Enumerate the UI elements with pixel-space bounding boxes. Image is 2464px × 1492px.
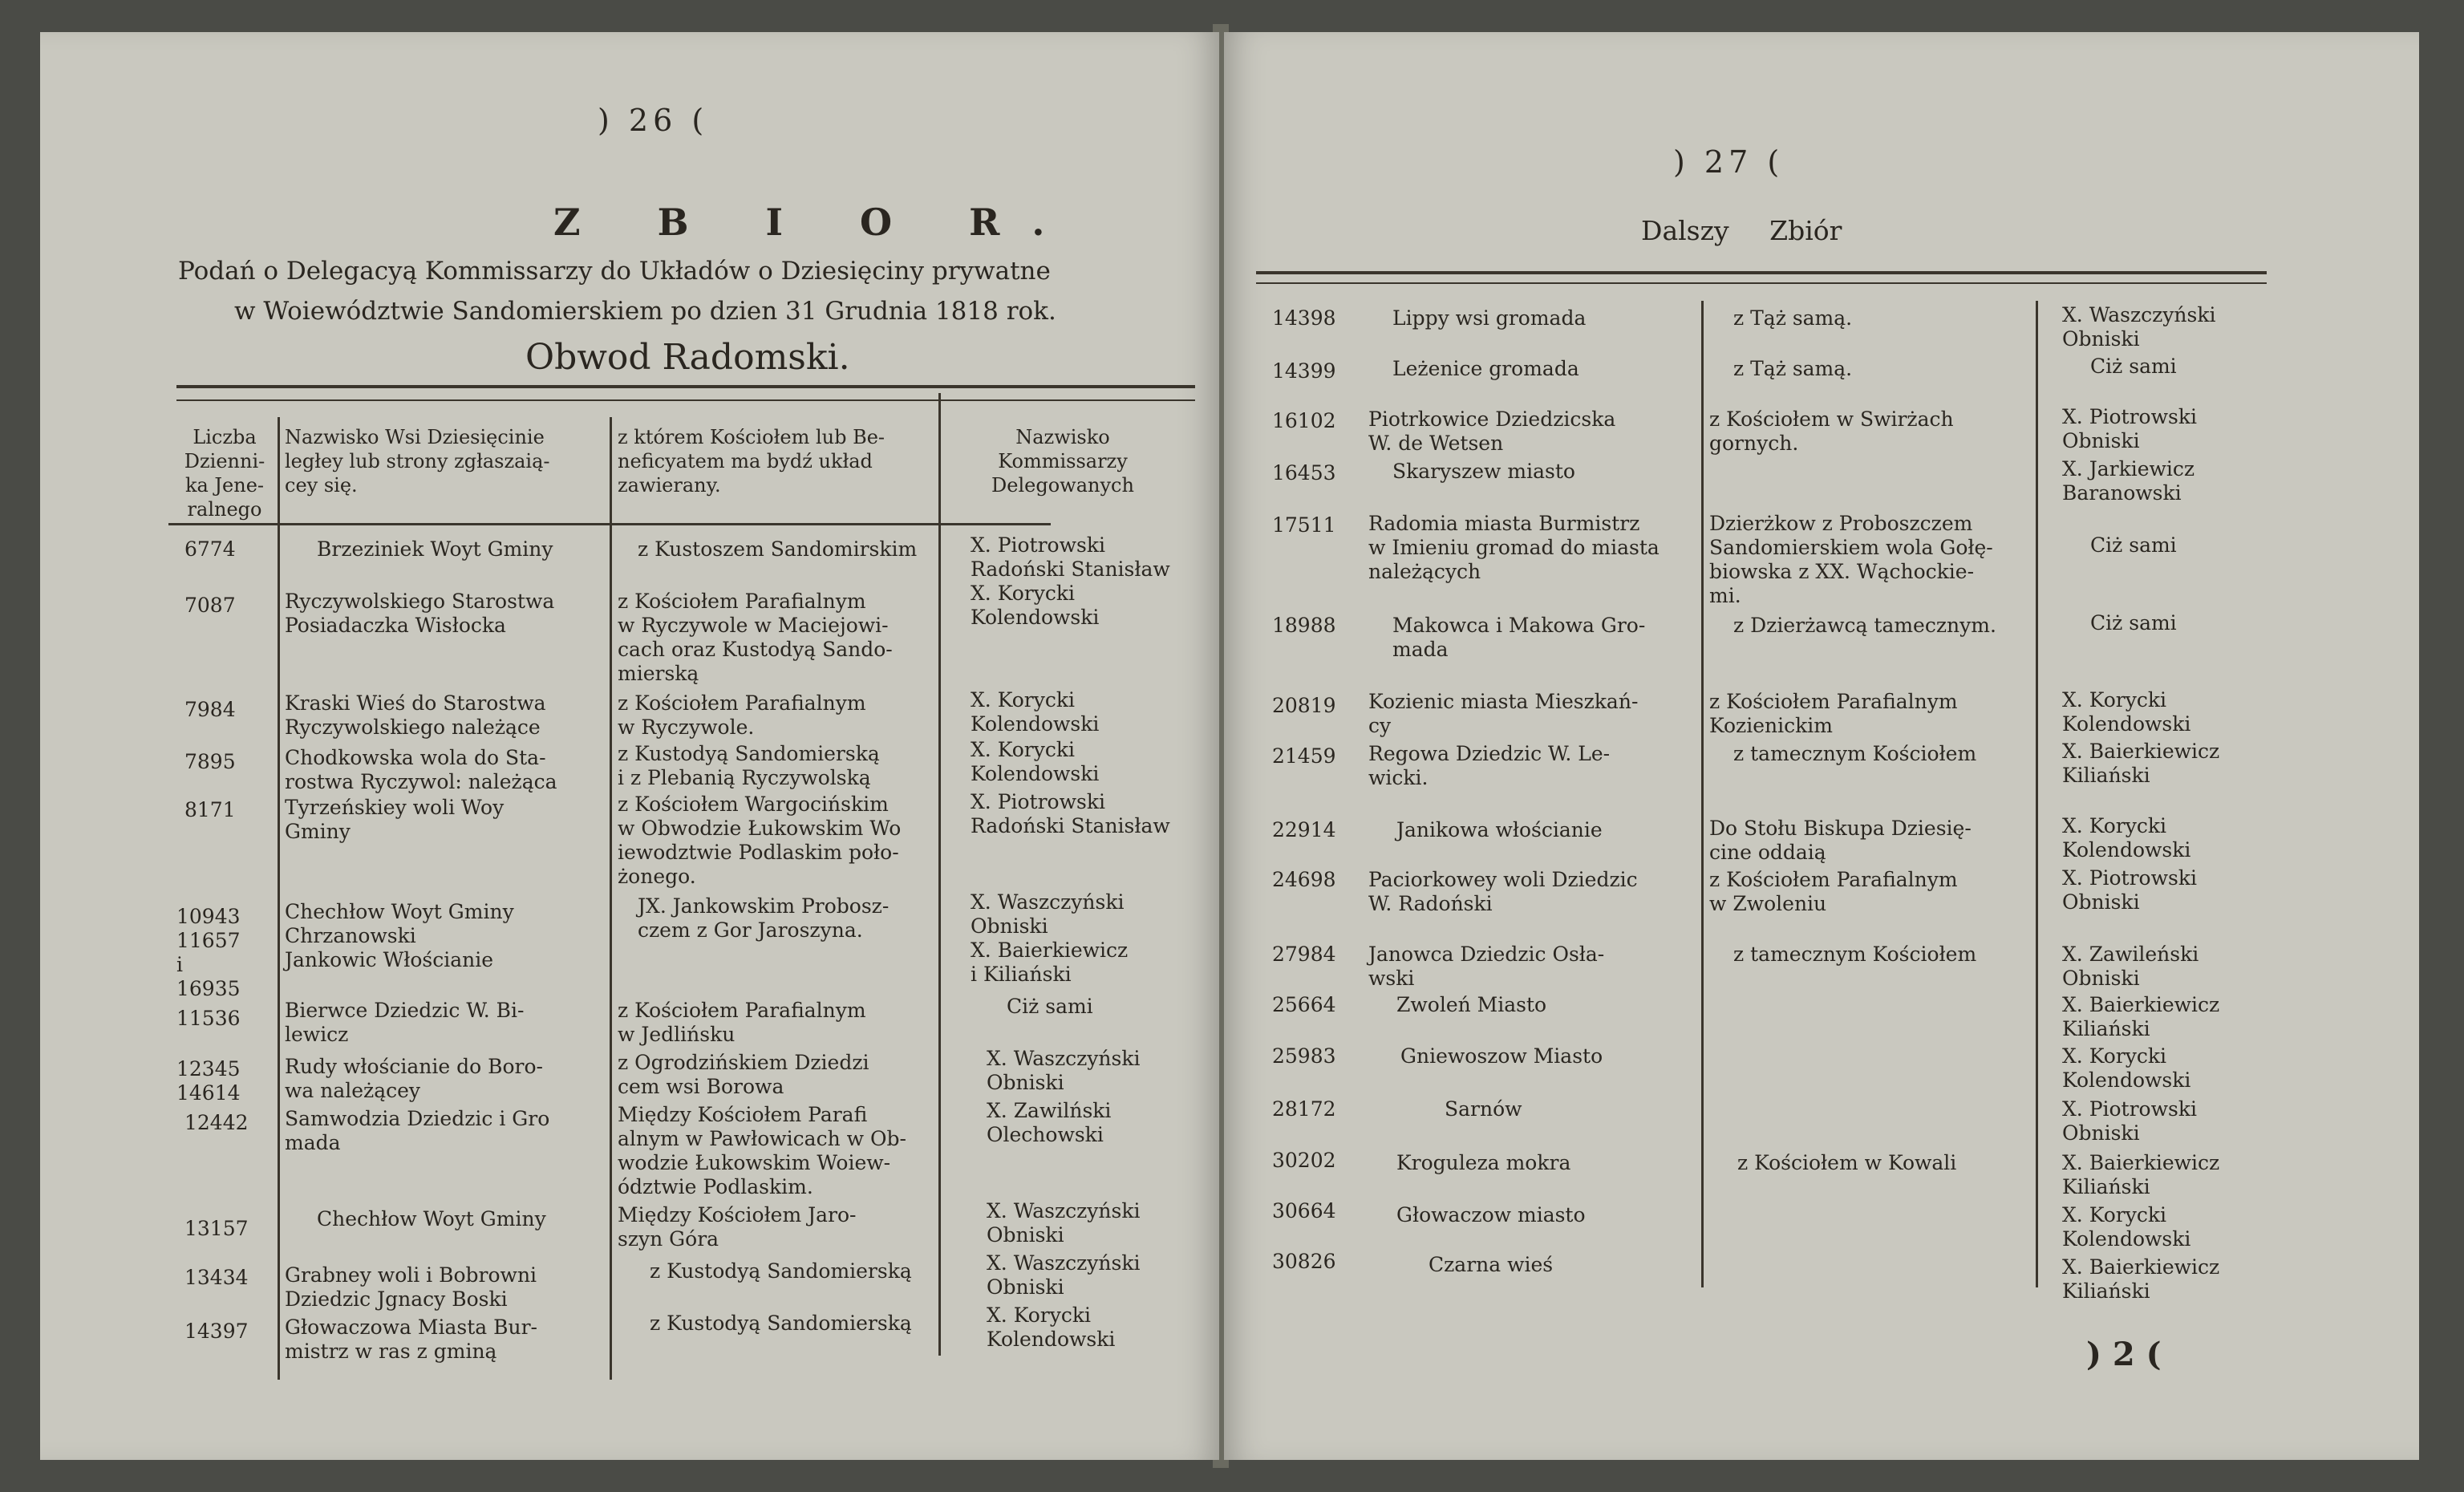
row-church: z tamecznym Kościołem: [1733, 742, 1977, 765]
row-commissioners: X. Korycki Kolendowski: [2062, 1044, 2191, 1092]
row-village: Chechłow Woyt Gminy: [317, 1207, 546, 1230]
row-village: Piotrkowice Dziedzicska W. de Wetsen: [1368, 407, 1616, 455]
row-commissioners: X. Korycki Kolendowski: [2062, 814, 2191, 862]
row-commissioners: X. Korycki Kolendowski: [987, 1303, 1116, 1351]
row-village: Głowaczow miasto: [1396, 1203, 1586, 1226]
row-village: Bierwce Dziedzic W. Bi- lewicz: [285, 999, 525, 1046]
row-church: z Kościołem w Swirżach gornych.: [1709, 407, 1954, 455]
row-number: 18988: [1272, 614, 1336, 637]
row-church: z Kustoszem Sandomirskim: [638, 537, 918, 561]
row-number: 24698: [1272, 868, 1336, 891]
row-village: Kraski Wieś do Starostwa Ryczywolskiego należące: [285, 691, 546, 739]
row-commissioners: X. Piotrowski Radoński Stanisław: [971, 533, 1170, 581]
row-village: Chodkowska wola do Sta- rostwa Ryczywol: należąca: [285, 746, 557, 793]
row-number: 13434: [184, 1266, 249, 1289]
row-commissioners: X. Baierkiewicz Kiliański: [2062, 740, 2220, 787]
row-number: 6774: [184, 537, 236, 561]
page-title: Dalszy Zbiór: [1641, 215, 1842, 246]
row-number: 12345 14614: [176, 1057, 241, 1105]
row-village: Głowaczowa Miasta Bur- mistrz w ras z gminą: [285, 1316, 538, 1363]
row-commissioners: X. Baierkiewicz Kiliański: [2062, 993, 2220, 1040]
row-commissioners: X. Piotrowski Obniski: [2062, 1097, 2197, 1145]
row-church: z Kościołem Wargocińskim w Obwodzie Łukowskim Wo iewodztwie Podlaskim poło- żonego.: [618, 793, 902, 888]
row-commissioners: X. Waszczyński Obniski: [987, 1251, 1141, 1299]
row-commissioners: X. Piotrowski Radoński Stanisław: [971, 790, 1170, 837]
row-number: 12442: [184, 1111, 249, 1134]
divider-top: [176, 385, 1195, 388]
row-number: 20819: [1272, 694, 1336, 717]
row-village: Tyrzeńskiey woli Woy Gminy: [285, 796, 505, 843]
row-church: z Kustodyą Sandomierską: [650, 1312, 912, 1335]
row-number: 7087: [184, 594, 236, 617]
row-commissioners: X. Waszczyński Obniski X. Baierkiewicz i Kiliański: [971, 890, 1129, 986]
row-village: Skaryszew miasto: [1392, 460, 1575, 483]
header-commissioners: Nazwisko Kommissarzy Delegowanych: [991, 426, 1134, 497]
row-church: z Tąż samą.: [1733, 306, 1853, 330]
row-village: Ryczywolskiego Starostwa Posiadaczka Wisłocka: [285, 590, 555, 637]
header-number: Liczba Dzienni- ka Jene- ralnego: [184, 426, 265, 521]
row-village: Sarnów: [1445, 1097, 1522, 1121]
row-commissioners: X. Zawileński Obniski: [2062, 943, 2199, 990]
row-church: z Kościołem Parafialnym w Ryczywole.: [618, 691, 866, 739]
subtitle-line-2: w Woiewództwie Sandomierskiem po dzien 31 Grudnia 1818 rok.: [234, 297, 1056, 326]
row-commissioners: X. Korycki Kolendowski: [971, 738, 1100, 785]
row-number: 30202: [1272, 1149, 1336, 1172]
row-village: Czarna wieś: [1429, 1253, 1554, 1276]
row-number: 27984: [1272, 943, 1336, 966]
row-number: 13157: [184, 1217, 249, 1240]
row-church: z Ogrodzińskiem Dziedzi cem wsi Borowa: [618, 1051, 869, 1098]
row-village: Kroguleza mokra: [1396, 1151, 1571, 1174]
row-commissioners: Ciż sami: [1007, 995, 1093, 1018]
row-church: z Kościołem w Kowali: [1737, 1151, 1957, 1174]
row-commissioners: X. Baierkiewicz Kiliański: [2062, 1255, 2220, 1303]
row-commissioners: X. Waszczyński Obniski: [2062, 303, 2216, 351]
row-village: Paciorkowey woli Dziedzic W. Radoński: [1368, 868, 1638, 915]
row-commissioners: Ciż sami: [2090, 533, 2177, 557]
row-commissioners: X. Waszczyński Obniski: [987, 1199, 1141, 1247]
column-rule-2: [610, 417, 612, 1380]
row-church: z Kustodyą Sandomierską i z Plebanią Ryczywolską: [618, 742, 880, 789]
row-village: Zwoleń Miasto: [1396, 993, 1547, 1016]
row-church: Dzierżkow z Proboszczem Sandomierskiem wola Gołę- biowska z XX. Wąchockie- mi.: [1709, 512, 1993, 607]
row-commissioners: X. Piotrowski Obniski: [2062, 405, 2197, 452]
row-number: 11536: [176, 1007, 241, 1030]
row-number: 17511: [1272, 513, 1336, 537]
row-number: 25664: [1272, 993, 1336, 1016]
row-village: Brzeziniek Woyt Gminy: [317, 537, 553, 561]
row-village: Gniewoszow Miasto: [1400, 1044, 1603, 1068]
divider-top-thin: [1256, 282, 2267, 284]
row-church: Do Stołu Biskupa Dziesię- cine oddaią: [1709, 817, 1972, 864]
header-village: Nazwisko Wsi Dziesięcinie ległey lub strony zgłaszaią- cey się.: [285, 426, 550, 497]
header-church: z którem Kościołem lub Be- neficyatem ma bydź układ zawierany.: [618, 426, 886, 497]
page-number: ) 27 (: [1673, 144, 1785, 180]
row-number: 14397: [184, 1320, 249, 1343]
row-commissioners: X. Zawilński Olechowski: [987, 1099, 1112, 1146]
row-church: z Kościołem Parafialnym w Zwoleniu: [1709, 868, 1958, 915]
row-village: Chechłow Woyt Gminy Chrzanowski Jankowic Włościanie: [285, 900, 514, 971]
page-title: Z B I O R.: [553, 201, 1077, 244]
row-commissioners: X. Piotrowski Obniski: [2062, 866, 2197, 914]
row-commissioners: X. Waszczyński Obniski: [987, 1047, 1141, 1094]
row-village: Leżenice gromada: [1392, 357, 1579, 380]
row-number: 30826: [1272, 1250, 1336, 1273]
divider-top: [1256, 271, 2267, 274]
column-rule-1: [1701, 301, 1704, 1287]
row-church: z Kościołem Parafialnym w Ryczywole w Maciejowi- cach oraz Kustodyą Sando- mierską: [618, 590, 893, 685]
row-commissioners: X. Korycki Kolendowski: [971, 582, 1100, 629]
row-church: Między Kościołem Parafi alnym w Pawłowicach w Ob- wodzie Łukowskim Woiew- ództwie Podlaskim.: [618, 1103, 906, 1198]
row-number: 8171: [184, 798, 236, 821]
row-church: JX. Jankowskim Probosz- czem z Gor Jaroszyna.: [638, 894, 890, 942]
row-village: Samwodzia Dziedzic i Gro mada: [285, 1107, 550, 1154]
row-number: 28172: [1272, 1097, 1336, 1121]
row-village: Kozienic miasta Mieszkań- cy: [1368, 690, 1639, 737]
row-village: Makowca i Makowa Gro- mada: [1392, 614, 1646, 661]
row-number: 21459: [1272, 744, 1336, 768]
row-commissioners: X. Jarkiewicz Baranowski: [2062, 457, 2195, 505]
subtitle-line-1: Podań o Delegacyą Kommissarzy do Układów o Dziesięciny prywatne: [178, 257, 1051, 286]
row-number: 14398: [1272, 306, 1336, 330]
row-church: z Kustodyą Sandomierską: [650, 1259, 912, 1283]
row-number: 16102: [1272, 409, 1336, 432]
right-page: [1224, 32, 2419, 1460]
row-village: Janowca Dziedzic Osła- wski: [1368, 943, 1605, 990]
row-village: Regowa Dziedzic W. Le- wicki.: [1368, 742, 1611, 789]
column-rule-1: [278, 417, 280, 1380]
row-number: 7984: [184, 698, 236, 721]
row-number: 14399: [1272, 359, 1336, 383]
row-church: z Dzierżawcą tamecznym.: [1733, 614, 1996, 637]
row-commissioners: X. Baierkiewicz Kiliański: [2062, 1151, 2220, 1198]
row-number: 10943 11657 i 16935: [176, 905, 241, 1000]
row-village: Grabney woli i Bobrowni Dziedzic Jgnacy Boski: [285, 1263, 537, 1311]
row-commissioners: X. Korycki Kolendowski: [2062, 688, 2191, 736]
row-commissioners: Ciż sami: [2090, 611, 2177, 635]
row-village: Radomia miasta Burmistrz w Imieniu gromad do miasta należących: [1368, 512, 1660, 583]
row-village: Lippy wsi gromada: [1392, 306, 1587, 330]
page-number: ) 26 (: [598, 103, 709, 138]
row-number: 25983: [1272, 1044, 1336, 1068]
row-number: 30664: [1272, 1199, 1336, 1222]
column-rule-3: [938, 393, 941, 1356]
row-number: 16453: [1272, 461, 1336, 484]
row-church: z Kościołem Parafialnym w Jedlińsku: [618, 999, 866, 1046]
row-church: z tamecznym Kościołem: [1733, 943, 1977, 966]
row-church: Między Kościołem Jaro- szyn Góra: [618, 1203, 857, 1251]
row-number: 22914: [1272, 818, 1336, 841]
row-village: Janikowa włościanie: [1396, 818, 1603, 841]
row-church: z Kościołem Parafialnym Kozienickim: [1709, 690, 1958, 737]
row-commissioners: X. Korycki Kolendowski: [2062, 1203, 2191, 1251]
district-heading: Obwod Radomski.: [525, 337, 850, 378]
row-church: z Tąż samą.: [1733, 357, 1853, 380]
row-commissioners: X. Korycki Kolendowski: [971, 688, 1100, 736]
row-village: Rudy włościanie do Boro- wa należącey: [285, 1055, 543, 1102]
left-page: [40, 32, 1219, 1460]
column-rule-2: [2036, 301, 2038, 1287]
row-commissioners: Ciż sami: [2090, 355, 2177, 378]
divider-top-thin: [176, 399, 1195, 401]
printer-signature-mark: ) 2 (: [2086, 1336, 2162, 1373]
row-number: 7895: [184, 750, 236, 773]
